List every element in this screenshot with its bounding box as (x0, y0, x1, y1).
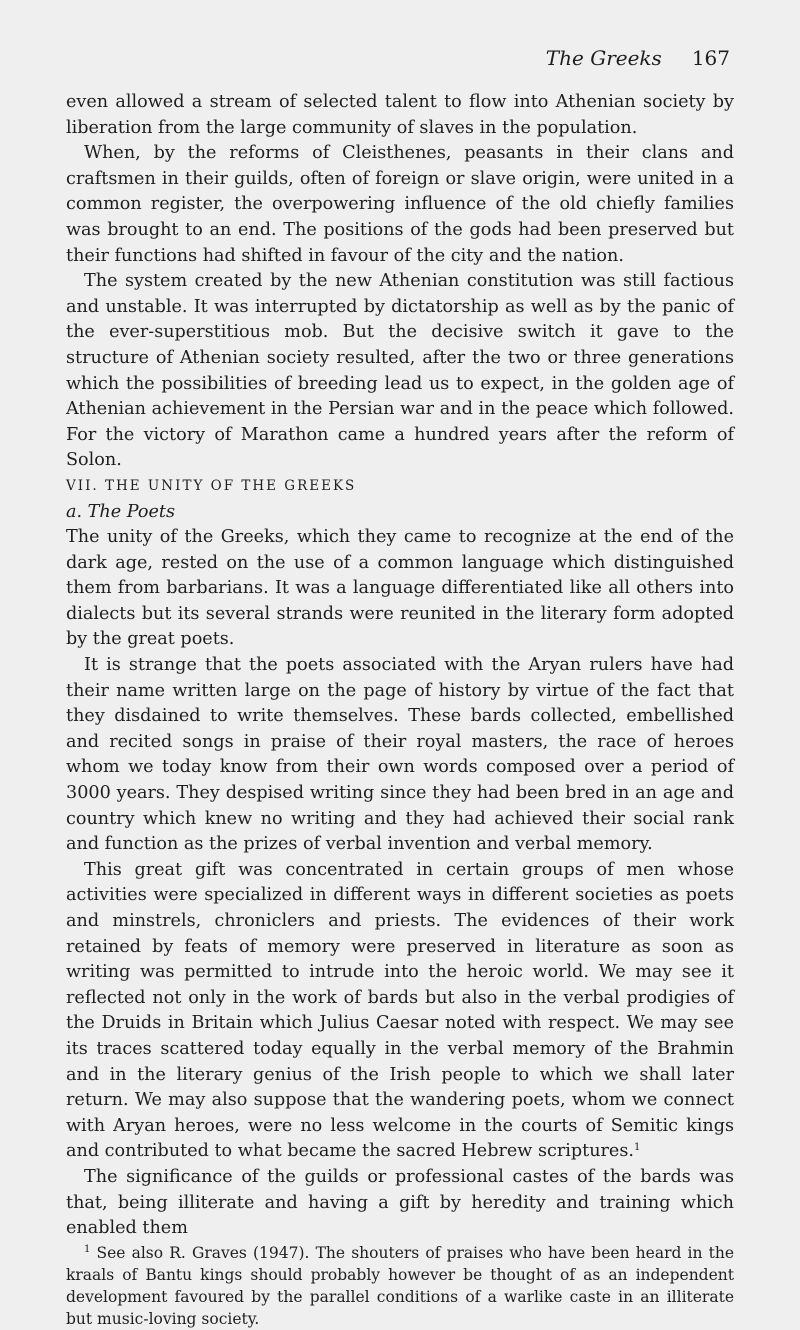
footnote (66, 1242, 734, 1330)
paragraph: The system created by the new Athenian constitution was still factious and unstable. It was interrupted by dictatorship as well as by the panic of the ever-superstitious mob. But the decisive switch it gave to the structure of Athenian society resulted, after the two or three generations which the possibilities of breeding lead us to expect, in the golden age of Athenian achievement in the Persian war and in the peace which followed. For the victory of Marathon came a hundred years after the reform of Solon. (66, 271, 734, 471)
paragraph: When, by the reforms of Cleisthenes, peasants in their clans and craftsmen in their guilds, often of foreign or slave origin, were united in a common register, the overpowering influence of the old chiefly families was brought to an end. The positions of the gods had been preserved but their functions had shifted in favour of the city and the nation. (66, 143, 734, 266)
paragraph (66, 858, 734, 1165)
paragraph: It is strange that the poets associated with the Aryan rulers have had their name written large on the page of history by virtue of the fact that they disdained to write themselves. These bards collected, embellished and recited songs in praise of their royal masters, the race of heroes whom we today know from their own words composed over a period of 3000 years. They despised writing since they had been bred in an age and country which knew no writing and they had achieved their social rank and function as the prizes of verbal invention and verbal memory. (66, 655, 734, 855)
paragraph: The unity of the Greeks, which they came to recognize at the end of the dark age, rested on the use of a common language which distinguished them from barbarians. It was a language differentiated like all others into dialects but its several strands were reunited in the literary form adopted by the great poets. (66, 527, 734, 650)
page-number: 167 (691, 46, 730, 70)
section-heading: VII. THE UNITY OF THE GREEKS (66, 477, 357, 494)
section-subheading: a. The Poets (66, 501, 175, 522)
body-text (66, 90, 734, 1330)
paragraph: The significance of the guilds or professional castes of the bards was that, being illiterate and having a gift by heredity and training which enabled them (66, 1166, 734, 1239)
footnote-reference: 1 (633, 1142, 641, 1154)
paragraph-text: This great gift was concentrated in certain groups of men whose activities were specialized in different ways in different societies as poets and minstrels, chroniclers and priests. The evidences of their work retained by feats of memory were preserved in literature as soon as writing was permitted to intrude into the heroic world. We may see it reflected not only in the work of bards but also in the verbal prodigies of the Druids in Britain which Julius Caesar noted with respect. We may see its traces scattered today equally in the verbal memory of the Brahmin and in the literary genius of the Irish people to which we shall later return. We may also suppose that the wandering poets, whom we connect with Aryan heroes, were no less welcome in the courts of Semitic kings and contributed to what became the sacred Hebrew scriptures. (66, 859, 734, 1162)
footnote-text: See also R. Graves (1947). The shouters of praises who have been heard in the kraals of Bantu kings should probably however be thought of as an independent development favoured by the parallel conditions of a warlike caste in an illiterate but music-loving society. (66, 1243, 734, 1328)
footnote-marker: 1 (84, 1243, 91, 1255)
running-title: The Greeks (545, 46, 662, 70)
running-header (546, 46, 730, 70)
paragraph: even allowed a stream of selected talent to flow into Athenian society by liberation from the large community of slaves in the population. (66, 92, 734, 138)
